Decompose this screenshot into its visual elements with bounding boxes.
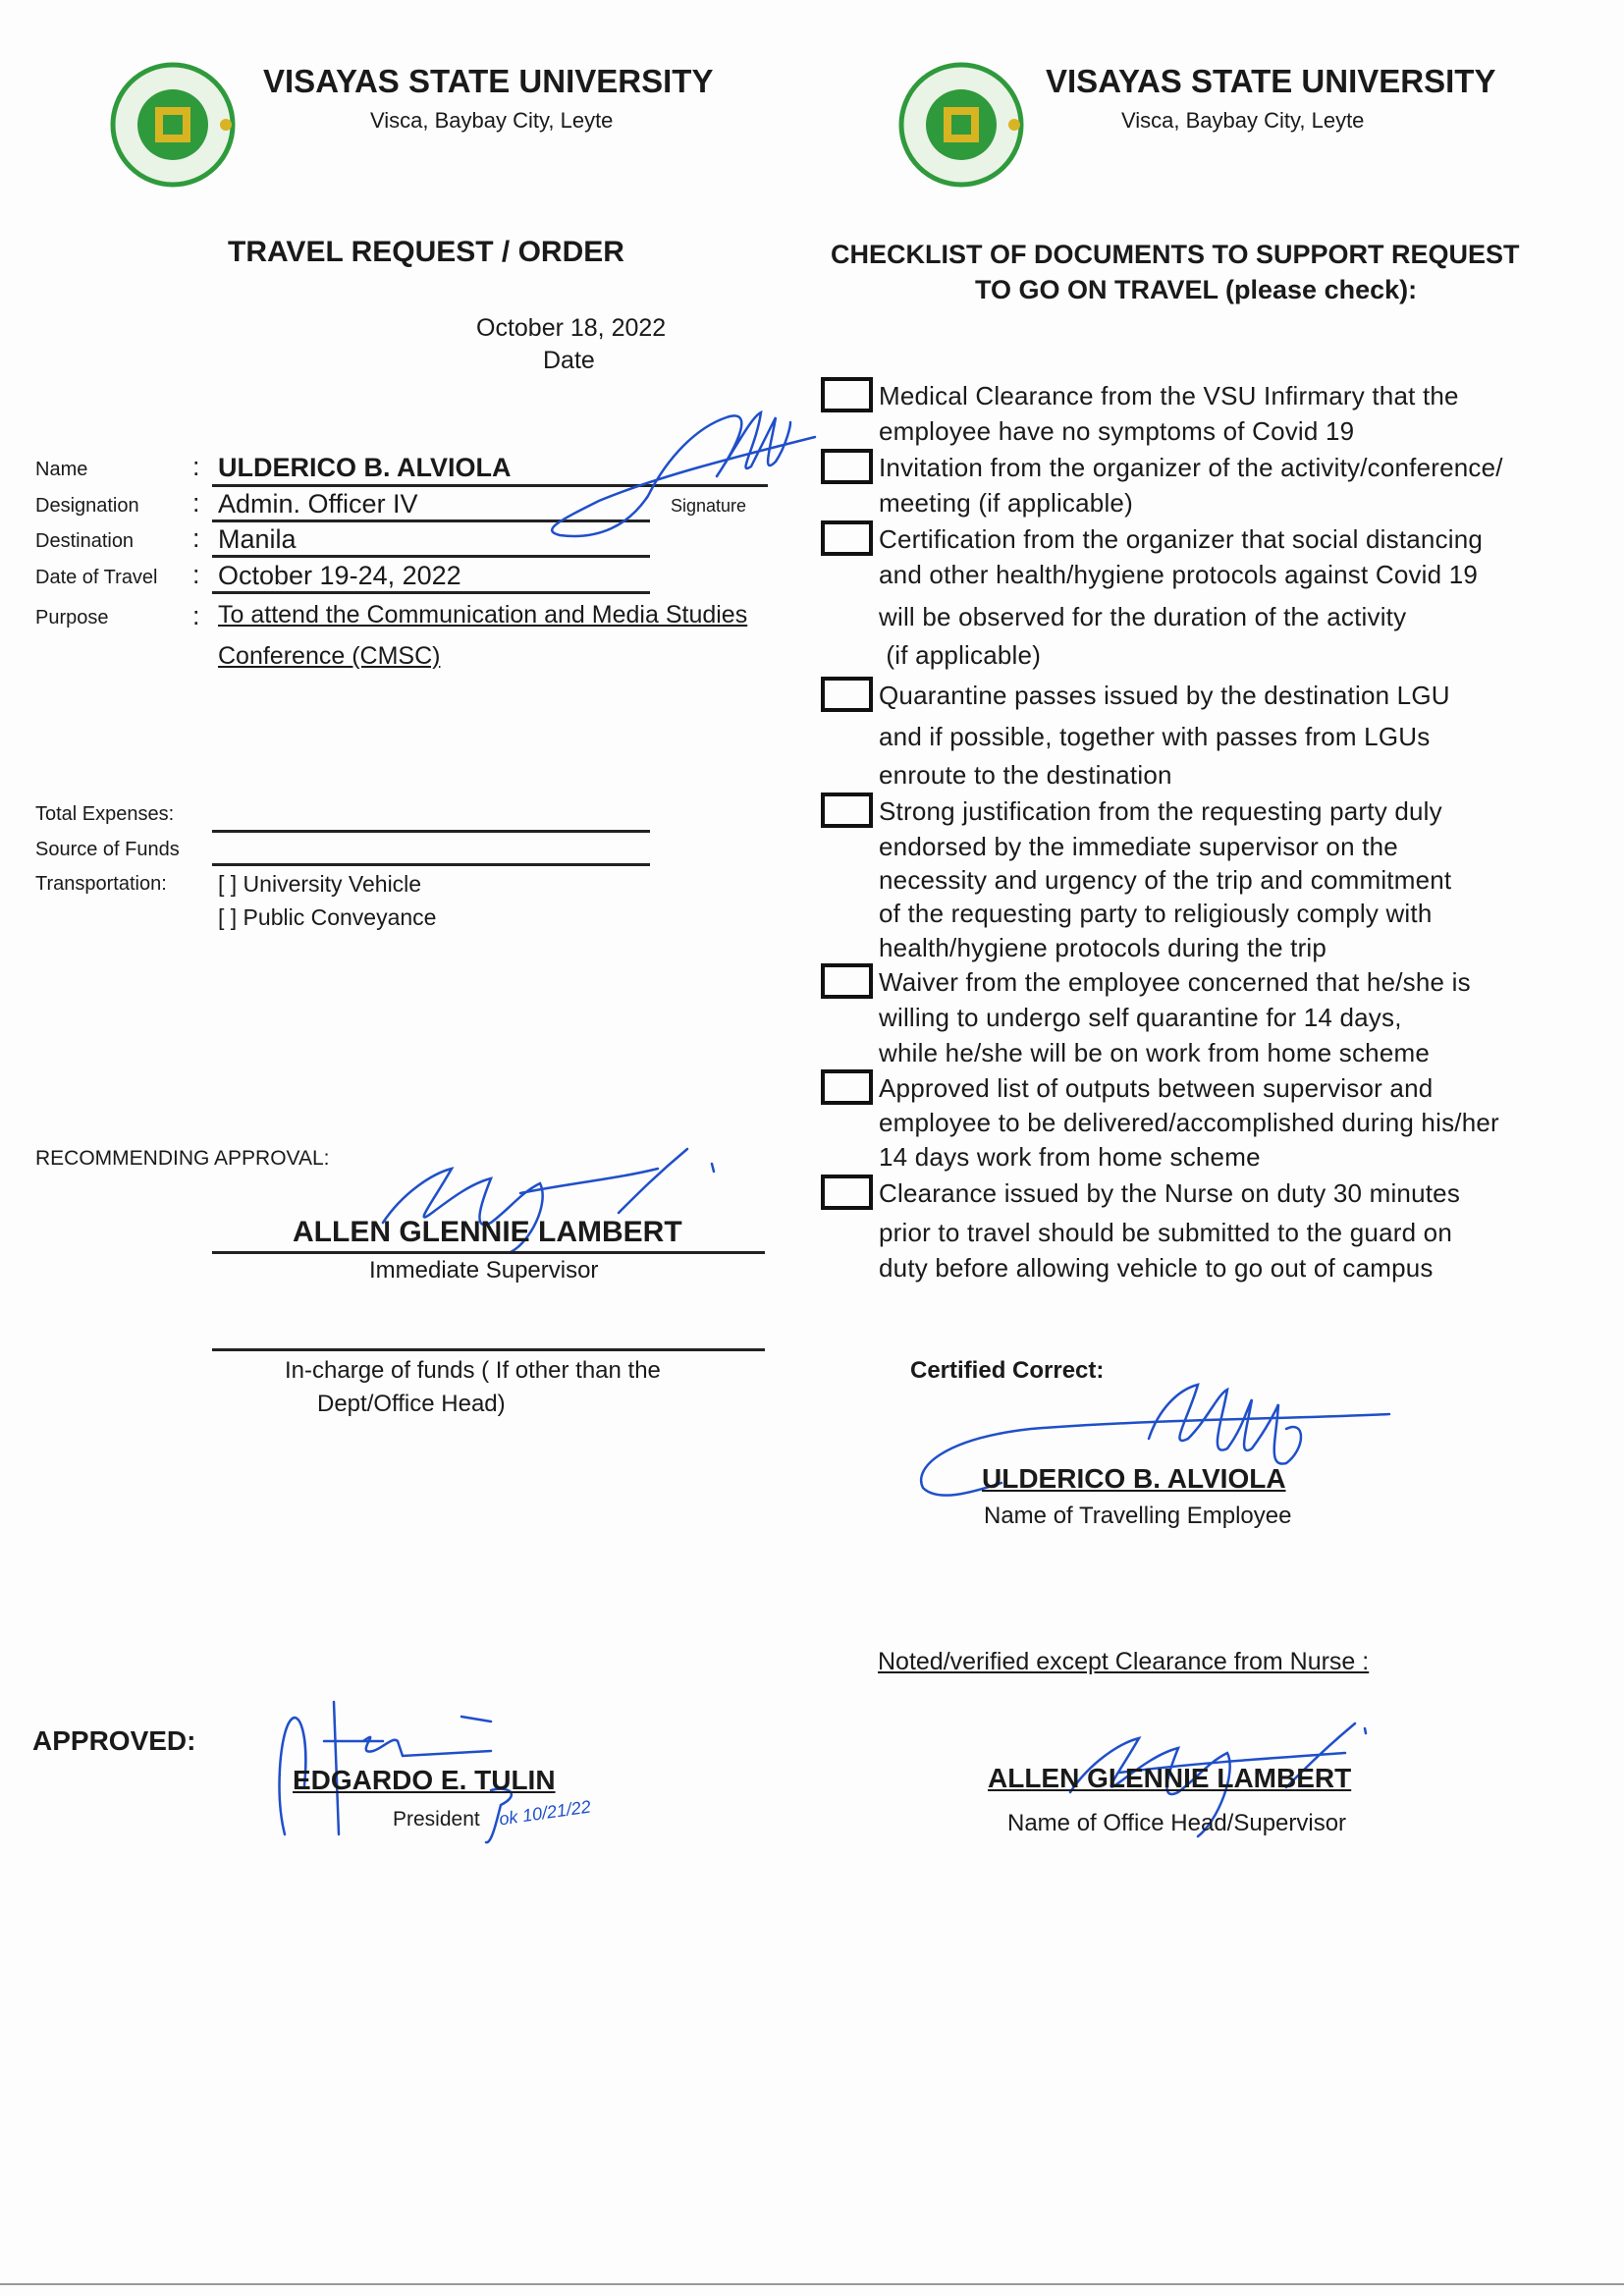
university-address: Visca, Baybay City, Leyte: [370, 108, 614, 133]
checklist-title: CHECKLIST OF DOCUMENTS TO SUPPORT REQUEST: [831, 240, 1520, 269]
checklist-item-text: Clearance issued by the Nurse on duty 30 minutes: [879, 1178, 1461, 1208]
recommending-approval-label: RECOMMENDING APPROVAL:: [35, 1147, 330, 1170]
form-title: TRAVEL REQUEST / ORDER: [228, 236, 624, 268]
employee-name: ULDERICO B. ALVIOLA: [982, 1463, 1286, 1494]
checklist-checkbox[interactable]: [821, 377, 873, 412]
checklist-item-text: endorsed by the immediate supervisor on the: [879, 832, 1398, 861]
purpose-value: To attend the Communication and Media Studies: [218, 601, 748, 629]
source-of-funds-field[interactable]: [212, 863, 650, 866]
destination-underline: [212, 555, 650, 558]
certified-correct-label: Certified Correct:: [910, 1357, 1105, 1384]
date-of-travel-underline: [212, 591, 650, 594]
designation-value: Admin. Officer IV: [218, 489, 418, 519]
checklist-item-text: meeting (if applicable): [879, 488, 1133, 518]
university-address: Visca, Baybay City, Leyte: [1121, 108, 1365, 133]
transportation-label: Transportation:: [35, 873, 167, 895]
checklist-item-text: necessity and urgency of the trip and commitment: [879, 865, 1452, 895]
designation-label: Designation: [35, 495, 139, 517]
checklist-item-text: prior to travel should be submitted to the guard on: [879, 1218, 1452, 1247]
signature-label: Signature: [671, 496, 747, 516]
checklist-checkbox[interactable]: [821, 677, 873, 712]
purpose-value-line2: Conference (CMSC): [218, 642, 441, 670]
transport-option-university-vehicle[interactable]: [ ] University Vehicle: [218, 871, 422, 897]
employee-title: Name of Travelling Employee: [984, 1503, 1292, 1529]
university-name: VISAYAS STATE UNIVERSITY: [263, 63, 714, 99]
destination-label: Destination: [35, 530, 135, 552]
university-seal-left: [110, 62, 236, 188]
name-value: ULDERICO B. ALVIOLA: [218, 453, 512, 482]
checklist-item-text: while he/she will be on work from home scheme: [879, 1038, 1431, 1067]
funds-incharge-label: In-charge of funds ( If other than the: [285, 1357, 661, 1384]
checklist-item-text: Medical Clearance from the VSU Infirmary that the: [879, 381, 1459, 410]
checklist-item-text: Approved list of outputs between supervisor and: [879, 1073, 1434, 1103]
recommender-signature-line: [212, 1251, 765, 1254]
checklist-item-text: (if applicable): [879, 640, 1042, 670]
checklist-item-text: willing to undergo self quarantine for 14 days,: [879, 1003, 1402, 1032]
funds-incharge-label-line2: Dept/Office Head): [317, 1391, 506, 1417]
checklist-item-text: duty before allowing vehicle to go out of campus: [879, 1253, 1434, 1283]
date-of-travel-value: October 19-24, 2022: [218, 561, 461, 590]
page-bottom-edge: [0, 2283, 1624, 2285]
checklist-item-text: and if possible, together with passes from LGUs: [879, 722, 1431, 751]
university-seal-right: [898, 62, 1024, 188]
approved-label: APPROVED:: [32, 1725, 196, 1756]
checklist-title-line2: TO GO ON TRAVEL (please check):: [975, 275, 1418, 304]
recommender-name: ALLEN GLENNIE LAMBERT: [293, 1216, 682, 1248]
office-head-name: ALLEN GLENNIE LAMBERT: [988, 1763, 1352, 1793]
checklist-item-text: Invitation from the organizer of the activity/conference/: [879, 453, 1503, 482]
checklist-item-text: Waiver from the employee concerned that he/she is: [879, 967, 1471, 997]
date-label: Date: [543, 347, 595, 374]
source-of-funds-label: Source of Funds: [35, 839, 180, 860]
request-date: October 18, 2022: [476, 314, 667, 342]
checklist-item-text: health/hygiene protocols during the trip: [879, 933, 1327, 962]
checklist-checkbox[interactable]: [821, 520, 873, 556]
name-label: Name: [35, 459, 88, 480]
total-expenses-field[interactable]: [212, 830, 650, 833]
checklist-item-text: Strong justification from the requesting party duly: [879, 796, 1442, 826]
colon: :: [192, 601, 200, 630]
destination-value: Manila: [218, 524, 297, 554]
employee-signature: [540, 408, 825, 525]
checklist-item-text: of the requesting party to religiously comply with: [879, 899, 1433, 928]
approver-handwritten-note: ok 10/21/22: [497, 1796, 592, 1830]
checklist-item-text: Quarantine passes issued by the destination LGU: [879, 681, 1450, 710]
checklist-checkbox[interactable]: [821, 793, 873, 828]
checklist-item-text: employee to be delivered/accomplished during his/her: [879, 1108, 1499, 1137]
checklist-checkbox[interactable]: [821, 1175, 873, 1210]
colon: :: [192, 488, 200, 518]
noted-verified-label: Noted/verified except Clearance from Nurse :: [878, 1648, 1370, 1675]
colon: :: [192, 452, 200, 481]
checklist-checkbox[interactable]: [821, 1069, 873, 1105]
checklist-item-text: employee have no symptoms of Covid 19: [879, 416, 1355, 446]
transport-option-public-conveyance[interactable]: [ ] Public Conveyance: [218, 904, 437, 930]
checklist-item-text: Certification from the organizer that social distancing: [879, 524, 1484, 554]
checklist-item-text: will be observed for the duration of the activity: [879, 602, 1407, 631]
date-of-travel-label: Date of Travel: [35, 567, 158, 588]
checklist-checkbox[interactable]: [821, 963, 873, 999]
purpose-label: Purpose: [35, 607, 109, 629]
office-head-title: Name of Office Head/Supervisor: [1007, 1810, 1347, 1836]
university-name: VISAYAS STATE UNIVERSITY: [1046, 63, 1496, 99]
approver-title: President: [393, 1808, 480, 1831]
checklist-item-text: 14 days work from home scheme: [879, 1142, 1261, 1172]
checklist-checkbox[interactable]: [821, 449, 873, 484]
recommender-title: Immediate Supervisor: [369, 1257, 599, 1284]
checklist-item-text: enroute to the destination: [879, 760, 1172, 790]
colon: :: [192, 560, 200, 589]
colon: :: [192, 523, 200, 553]
approver-name: EDGARDO E. TULIN: [293, 1765, 556, 1795]
checklist-item-text: and other health/hygiene protocols against Covid 19: [879, 560, 1479, 589]
funds-signature-line: [212, 1348, 765, 1351]
total-expenses-label: Total Expenses:: [35, 803, 175, 825]
